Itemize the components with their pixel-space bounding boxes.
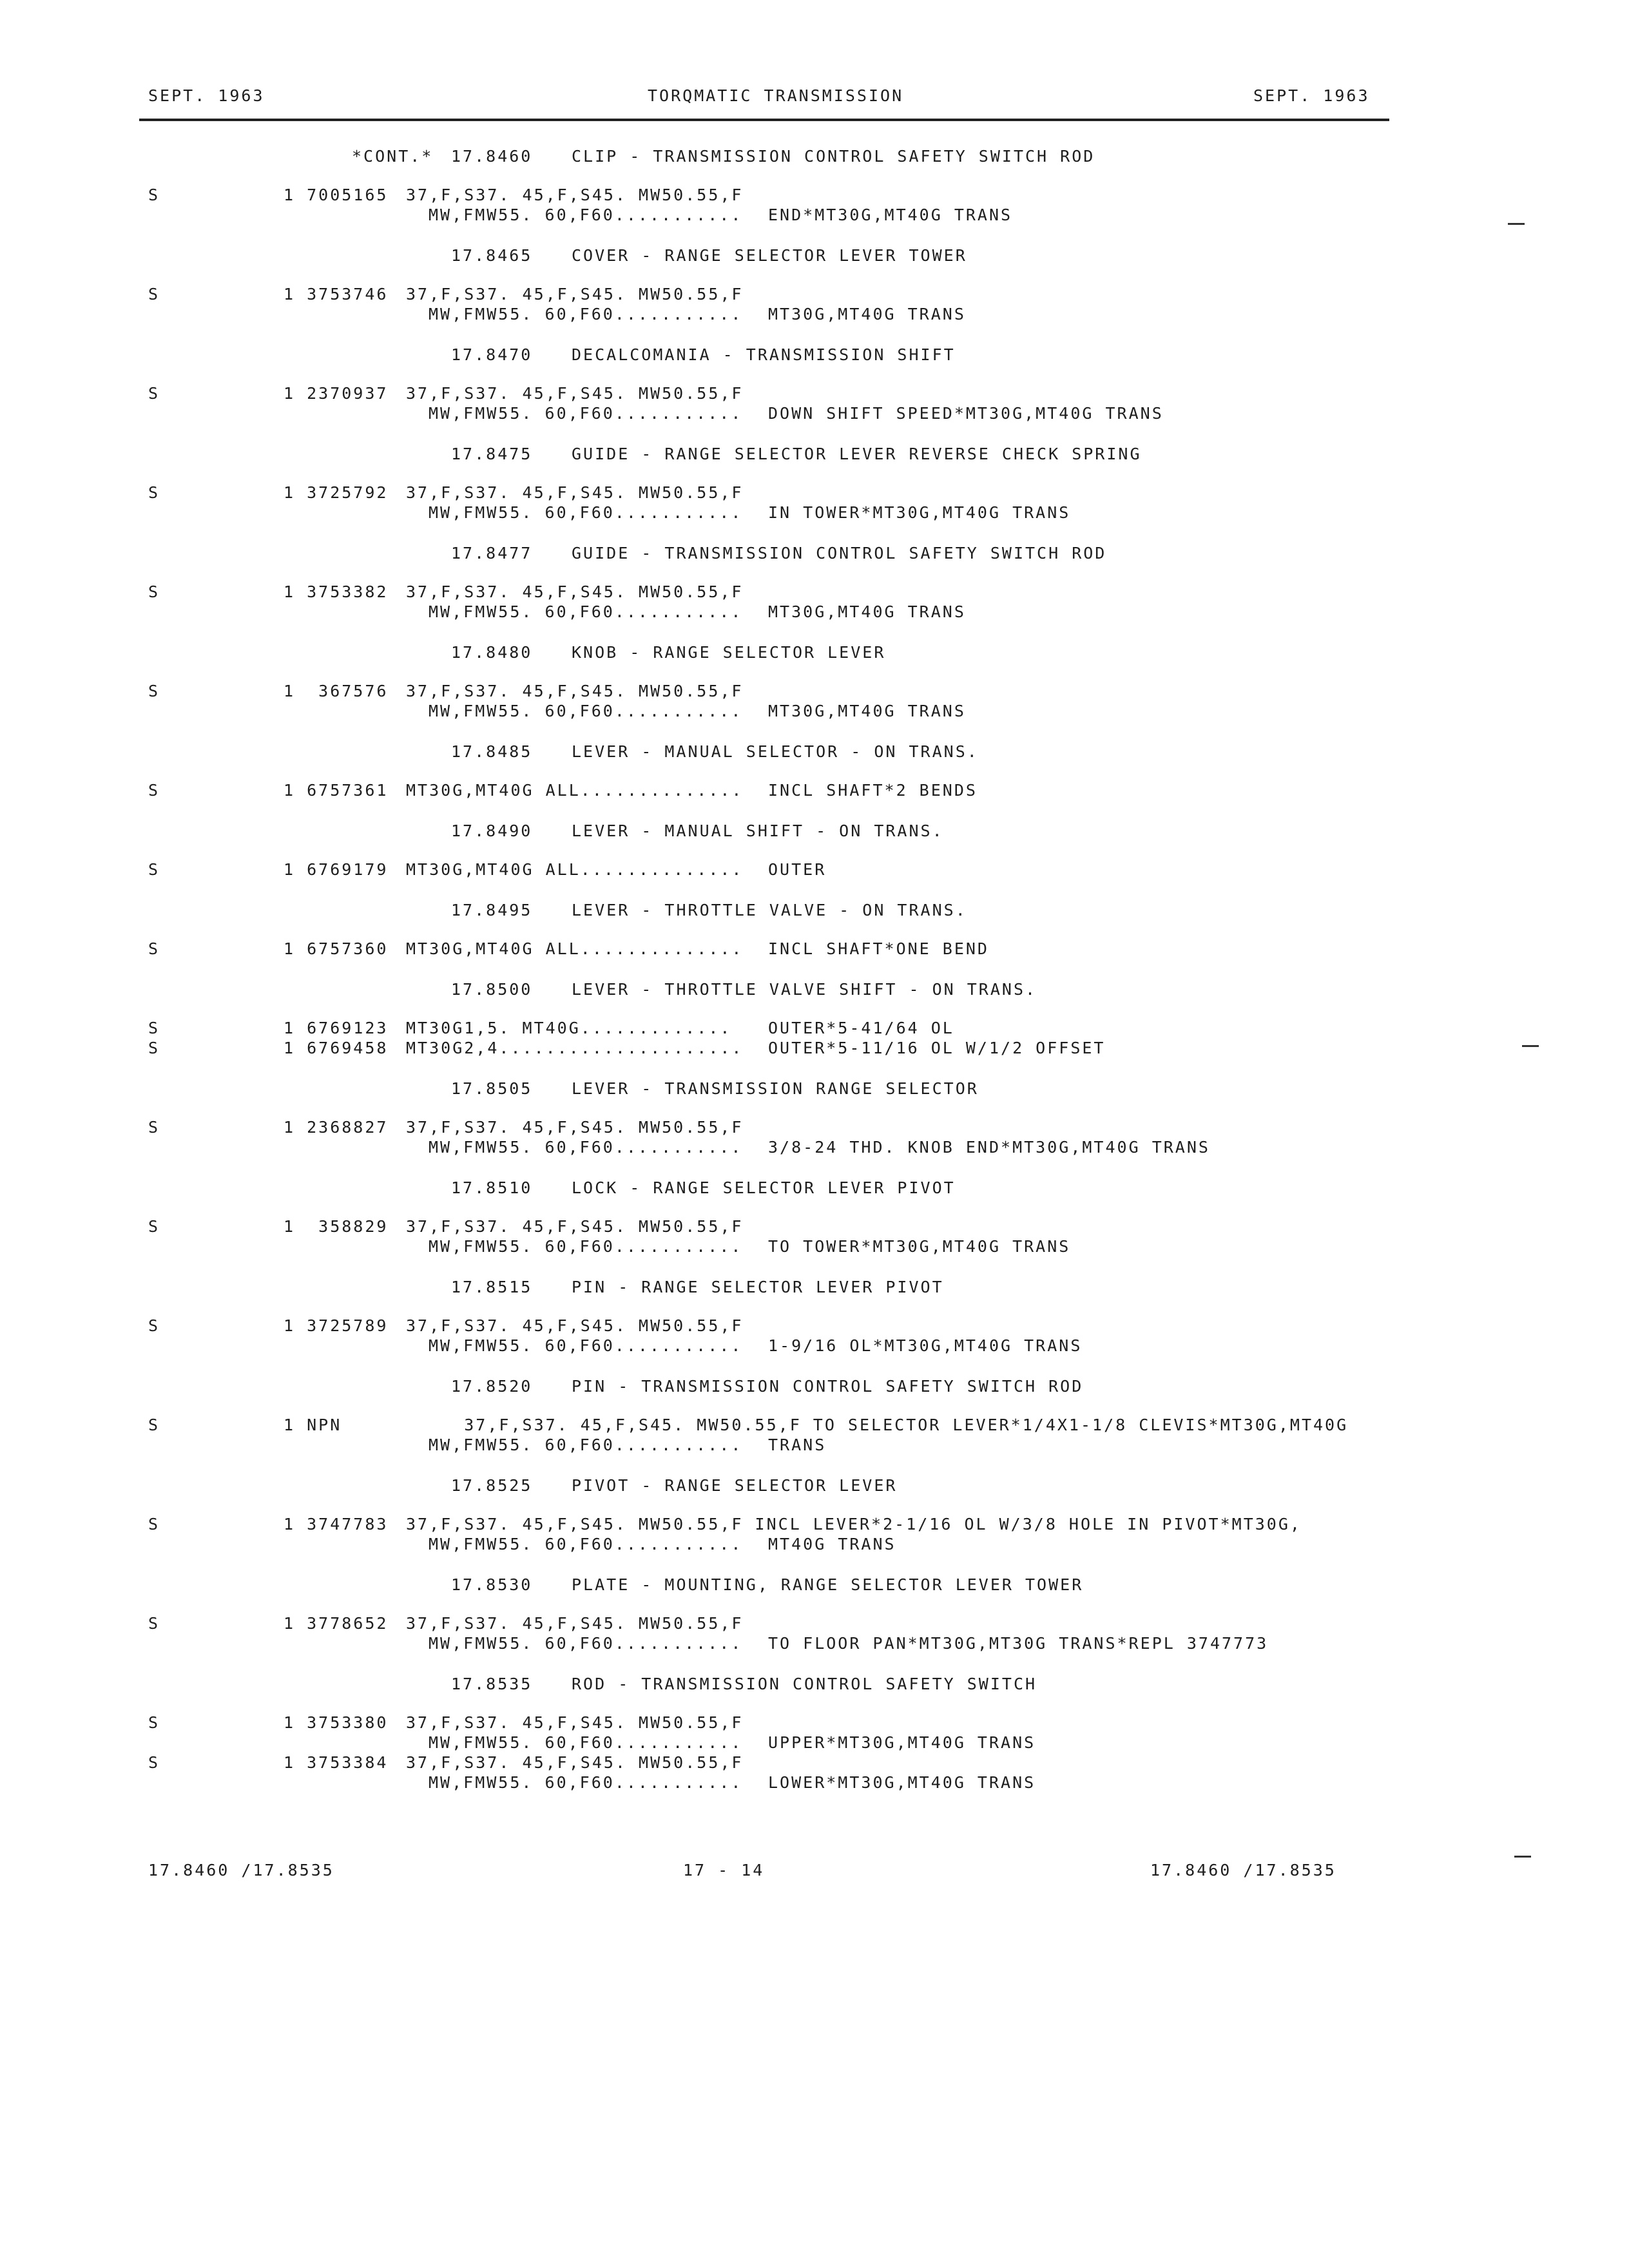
applicable-models: 37,F,S37. 45,F,S45. MW50.55,F INCL LEVER*2-1/16 OL W/3/8 HOLE IN PIVOT*MT30G,	[406, 1515, 1302, 1533]
applicable-models: 37,F,S37. 45,F,S45. MW50.55,F	[406, 483, 744, 502]
header-rule	[139, 119, 1389, 121]
section-number: 17.8520	[451, 1377, 533, 1396]
part-notes: LOWER*MT30G,MT40G TRANS	[768, 1773, 1036, 1792]
section-number: 17.8485	[451, 742, 533, 761]
section-continued-label: *CONT.*	[352, 147, 434, 166]
section-heading	[0, 897, 1629, 939]
section-heading	[0, 143, 1629, 186]
part-flag: S	[148, 1217, 160, 1236]
part-notes: TO FLOOR PAN*MT30G,MT30G TRANS*REPL 3747773	[768, 1634, 1269, 1653]
section-title: PIN - TRANSMISSION CONTROL SAFETY SWITCH ROD	[572, 1377, 1084, 1396]
applicable-models: 37,F,S37. 45,F,S45. MW50.55,F	[406, 1217, 744, 1236]
part-entry	[0, 1217, 1629, 1237]
section-heading	[0, 1274, 1629, 1316]
part-flag: S	[148, 939, 160, 958]
applicable-models: 37,F,S37. 45,F,S45. MW50.55,F	[406, 582, 744, 601]
parts-list	[0, 143, 1629, 1810]
header-title: TORQMATIC TRANSMISSION	[648, 86, 904, 105]
part-flag: S	[148, 1416, 160, 1434]
part-notes: INCL SHAFT*ONE BEND	[768, 939, 989, 958]
applicable-models-continued: MW,FMW55. 60,F60...........	[429, 206, 743, 224]
part-number: 1 6769179	[284, 860, 389, 879]
part-entry	[0, 186, 1629, 206]
part-entry	[0, 1515, 1629, 1535]
part-entry-continuation	[0, 1773, 1629, 1793]
part-notes: OUTER*5-41/64 OL	[768, 1019, 954, 1037]
section-heading	[0, 540, 1629, 582]
applicable-models: MT30G1,5. MT40G.............	[406, 1019, 732, 1037]
part-number: 1 3747783	[284, 1515, 389, 1533]
applicable-models: 37,F,S37. 45,F,S45. MW50.55,F TO SELECTOR LEVER*1/4X1-1/8 CLEVIS*MT30G,MT40G	[406, 1416, 1349, 1434]
part-notes: TO TOWER*MT30G,MT40G TRANS	[768, 1237, 1071, 1256]
part-notes: END*MT30G,MT40G TRANS	[768, 206, 1013, 224]
footer-range-left: 17.8460 /17.8535	[148, 1861, 334, 1879]
section-title: PIN - RANGE SELECTOR LEVER PIVOT	[572, 1278, 944, 1296]
part-flag: S	[148, 1118, 160, 1137]
section-title: LEVER - THROTTLE VALVE - ON TRANS.	[572, 901, 967, 919]
applicable-models: 37,F,S37. 45,F,S45. MW50.55,F	[406, 186, 744, 204]
applicable-models-continued: MW,FMW55. 60,F60...........	[429, 1237, 743, 1256]
part-flag: S	[148, 1753, 160, 1772]
applicable-models: MT30G,MT40G ALL..............	[406, 781, 744, 800]
part-number: 1 NPN	[284, 1416, 342, 1434]
part-entry-continuation	[0, 1138, 1629, 1158]
part-notes: 1-9/16 OL*MT30G,MT40G TRANS	[768, 1336, 1083, 1355]
applicable-models: 37,F,S37. 45,F,S45. MW50.55,F	[406, 384, 744, 403]
part-entry	[0, 1713, 1629, 1733]
section-heading	[0, 1571, 1629, 1614]
part-notes: MT30G,MT40G TRANS	[768, 702, 966, 720]
section-title: LEVER - THROTTLE VALVE SHIFT - ON TRANS.	[572, 980, 1037, 999]
section-title: LEVER - MANUAL SHIFT - ON TRANS.	[572, 822, 944, 840]
part-entry	[0, 582, 1629, 602]
section-heading	[0, 1175, 1629, 1217]
applicable-models-continued: MW,FMW55. 60,F60...........	[429, 602, 743, 621]
part-number: 1 3753746	[284, 285, 389, 303]
part-notes: MT30G,MT40G TRANS	[768, 305, 966, 323]
margin-mark	[1522, 1045, 1539, 1047]
section-number: 17.8510	[451, 1178, 533, 1197]
part-entry	[0, 1753, 1629, 1773]
applicable-models-continued: MW,FMW55. 60,F60...........	[429, 305, 743, 323]
part-entry	[0, 1039, 1629, 1059]
part-entry-continuation	[0, 206, 1629, 226]
section-heading	[0, 1075, 1629, 1118]
applicable-models: 37,F,S37. 45,F,S45. MW50.55,F	[406, 1118, 744, 1137]
part-flag: S	[148, 682, 160, 700]
part-notes: DOWN SHIFT SPEED*MT30G,MT40G TRANS	[768, 404, 1164, 423]
section-title: ROD - TRANSMISSION CONTROL SAFETY SWITCH	[572, 1675, 1037, 1693]
section-title: GUIDE - TRANSMISSION CONTROL SAFETY SWITCH ROD	[572, 544, 1107, 562]
section-number: 17.8465	[451, 246, 533, 265]
section-heading	[0, 1472, 1629, 1515]
applicable-models-continued: MW,FMW55. 60,F60...........	[429, 1436, 743, 1454]
section-number: 17.8530	[451, 1575, 533, 1594]
part-notes: OUTER*5-11/16 OL W/1/2 OFFSET	[768, 1039, 1106, 1057]
section-heading	[0, 639, 1629, 682]
section-heading	[0, 738, 1629, 781]
part-number: 1 2370937	[284, 384, 389, 403]
part-entry	[0, 781, 1629, 801]
footer-page-number: 17 - 14	[683, 1861, 765, 1879]
part-entry-continuation	[0, 1634, 1629, 1654]
part-notes: MT30G,MT40G TRANS	[768, 602, 966, 621]
section-heading	[0, 341, 1629, 384]
section-heading	[0, 818, 1629, 860]
applicable-models: 37,F,S37. 45,F,S45. MW50.55,F	[406, 1316, 744, 1335]
section-heading	[0, 1373, 1629, 1416]
section-heading	[0, 1671, 1629, 1713]
part-flag: S	[148, 860, 160, 879]
applicable-models-continued: MW,FMW55. 60,F60...........	[429, 1773, 743, 1792]
part-flag: S	[148, 582, 160, 601]
section-number: 17.8460	[451, 147, 533, 166]
section-number: 17.8480	[451, 643, 533, 662]
part-flag: S	[148, 1515, 160, 1533]
footer-range-right: 17.8460 /17.8535	[1150, 1861, 1336, 1879]
part-entry-continuation	[0, 602, 1629, 622]
part-entry	[0, 285, 1629, 305]
part-entry	[0, 483, 1629, 503]
part-flag: S	[148, 1614, 160, 1633]
part-entry-continuation	[0, 503, 1629, 523]
part-entry-continuation	[0, 1436, 1629, 1456]
margin-mark	[1508, 223, 1525, 225]
applicable-models: 37,F,S37. 45,F,S45. MW50.55,F	[406, 682, 744, 700]
part-number: 1 6757360	[284, 939, 389, 958]
section-title: LEVER - MANUAL SELECTOR - ON TRANS.	[572, 742, 979, 761]
part-notes: OUTER	[768, 860, 827, 879]
part-entry	[0, 1416, 1629, 1436]
part-notes: IN TOWER*MT30G,MT40G TRANS	[768, 503, 1071, 522]
part-flag: S	[148, 186, 160, 204]
applicable-models-continued: MW,FMW55. 60,F60...........	[429, 1535, 743, 1553]
section-title: LEVER - TRANSMISSION RANGE SELECTOR	[572, 1079, 979, 1098]
applicable-models-continued: MW,FMW55. 60,F60...........	[429, 1733, 743, 1752]
part-notes: MT40G TRANS	[768, 1535, 896, 1553]
applicable-models-continued: MW,FMW55. 60,F60...........	[429, 1336, 743, 1355]
applicable-models: 37,F,S37. 45,F,S45. MW50.55,F	[406, 1753, 744, 1772]
part-flag: S	[148, 285, 160, 303]
section-number: 17.8525	[451, 1476, 533, 1495]
section-title: COVER - RANGE SELECTOR LEVER TOWER	[572, 246, 967, 265]
applicable-models: 37,F,S37. 45,F,S45. MW50.55,F	[406, 1614, 744, 1633]
applicable-models-continued: MW,FMW55. 60,F60...........	[429, 404, 743, 423]
applicable-models: 37,F,S37. 45,F,S45. MW50.55,F	[406, 285, 744, 303]
section-number: 17.8515	[451, 1278, 533, 1296]
part-entry	[0, 1614, 1629, 1634]
part-number: 1 3753384	[284, 1753, 389, 1772]
part-entry	[0, 939, 1629, 959]
part-entry-continuation	[0, 305, 1629, 325]
part-number: 1 358829	[284, 1217, 389, 1236]
applicable-models: MT30G,MT40G ALL..............	[406, 939, 744, 958]
margin-mark	[1514, 1856, 1531, 1858]
part-flag: S	[148, 384, 160, 403]
header-date-left: SEPT. 1963	[148, 86, 265, 105]
part-flag: S	[148, 1316, 160, 1335]
section-number: 17.8535	[451, 1675, 533, 1693]
section-number: 17.8475	[451, 445, 533, 463]
part-number: 1 3725789	[284, 1316, 389, 1335]
section-number: 17.8495	[451, 901, 533, 919]
section-number: 17.8470	[451, 345, 533, 364]
section-title: PLATE - MOUNTING, RANGE SELECTOR LEVER TOWER	[572, 1575, 1084, 1594]
part-entry	[0, 860, 1629, 880]
section-heading	[0, 242, 1629, 285]
section-number: 17.8505	[451, 1079, 533, 1098]
applicable-models: MT30G,MT40G ALL..............	[406, 860, 744, 879]
applicable-models-continued: MW,FMW55. 60,F60...........	[429, 1634, 743, 1653]
part-number: 1 6769123	[284, 1019, 389, 1037]
applicable-models-continued: MW,FMW55. 60,F60...........	[429, 702, 743, 720]
section-number: 17.8490	[451, 822, 533, 840]
part-flag: S	[148, 1019, 160, 1037]
part-notes: UPPER*MT30G,MT40G TRANS	[768, 1733, 1036, 1752]
section-title: KNOB - RANGE SELECTOR LEVER	[572, 643, 886, 662]
applicable-models: 37,F,S37. 45,F,S45. MW50.55,F	[406, 1713, 744, 1732]
part-entry	[0, 682, 1629, 702]
part-entry-continuation	[0, 404, 1629, 424]
part-entry-continuation	[0, 1336, 1629, 1356]
part-entry	[0, 384, 1629, 404]
part-number: 1 6769458	[284, 1039, 389, 1057]
part-flag: S	[148, 1039, 160, 1057]
part-entry	[0, 1118, 1629, 1138]
part-entry-continuation	[0, 702, 1629, 722]
section-title: PIVOT - RANGE SELECTOR LEVER	[572, 1476, 898, 1495]
section-heading	[0, 976, 1629, 1019]
part-number: 1 3725792	[284, 483, 389, 502]
section-number: 17.8500	[451, 980, 533, 999]
part-entry-continuation	[0, 1237, 1629, 1257]
part-notes: TRANS	[768, 1436, 827, 1454]
part-flag: S	[148, 1713, 160, 1732]
section-number: 17.8477	[451, 544, 533, 562]
part-number: 1 6757361	[284, 781, 389, 800]
applicable-models: MT30G2,4.....................	[406, 1039, 744, 1057]
applicable-models-continued: MW,FMW55. 60,F60...........	[429, 1138, 743, 1157]
part-flag: S	[148, 483, 160, 502]
applicable-models-continued: MW,FMW55. 60,F60...........	[429, 503, 743, 522]
part-notes: 3/8-24 THD. KNOB END*MT30G,MT40G TRANS	[768, 1138, 1210, 1157]
part-number: 1 2368827	[284, 1118, 389, 1137]
header-date-right: SEPT. 1963	[1253, 86, 1370, 105]
part-entry	[0, 1019, 1629, 1039]
part-number: 1 3753380	[284, 1713, 389, 1732]
part-entry	[0, 1316, 1629, 1336]
part-number: 1 367576	[284, 682, 389, 700]
section-title: DECALCOMANIA - TRANSMISSION SHIFT	[572, 345, 956, 364]
section-title: GUIDE - RANGE SELECTOR LEVER REVERSE CHECK SPRING	[572, 445, 1142, 463]
part-number: 1 7005165	[284, 186, 389, 204]
part-number: 1 3778652	[284, 1614, 389, 1633]
part-flag: S	[148, 781, 160, 800]
section-title: LOCK - RANGE SELECTOR LEVER PIVOT	[572, 1178, 956, 1197]
section-title: CLIP - TRANSMISSION CONTROL SAFETY SWITCH ROD	[572, 147, 1095, 166]
part-number: 1 3753382	[284, 582, 389, 601]
part-entry-continuation	[0, 1535, 1629, 1555]
section-heading	[0, 441, 1629, 483]
part-entry-continuation	[0, 1733, 1629, 1753]
part-notes: INCL SHAFT*2 BENDS	[768, 781, 978, 800]
